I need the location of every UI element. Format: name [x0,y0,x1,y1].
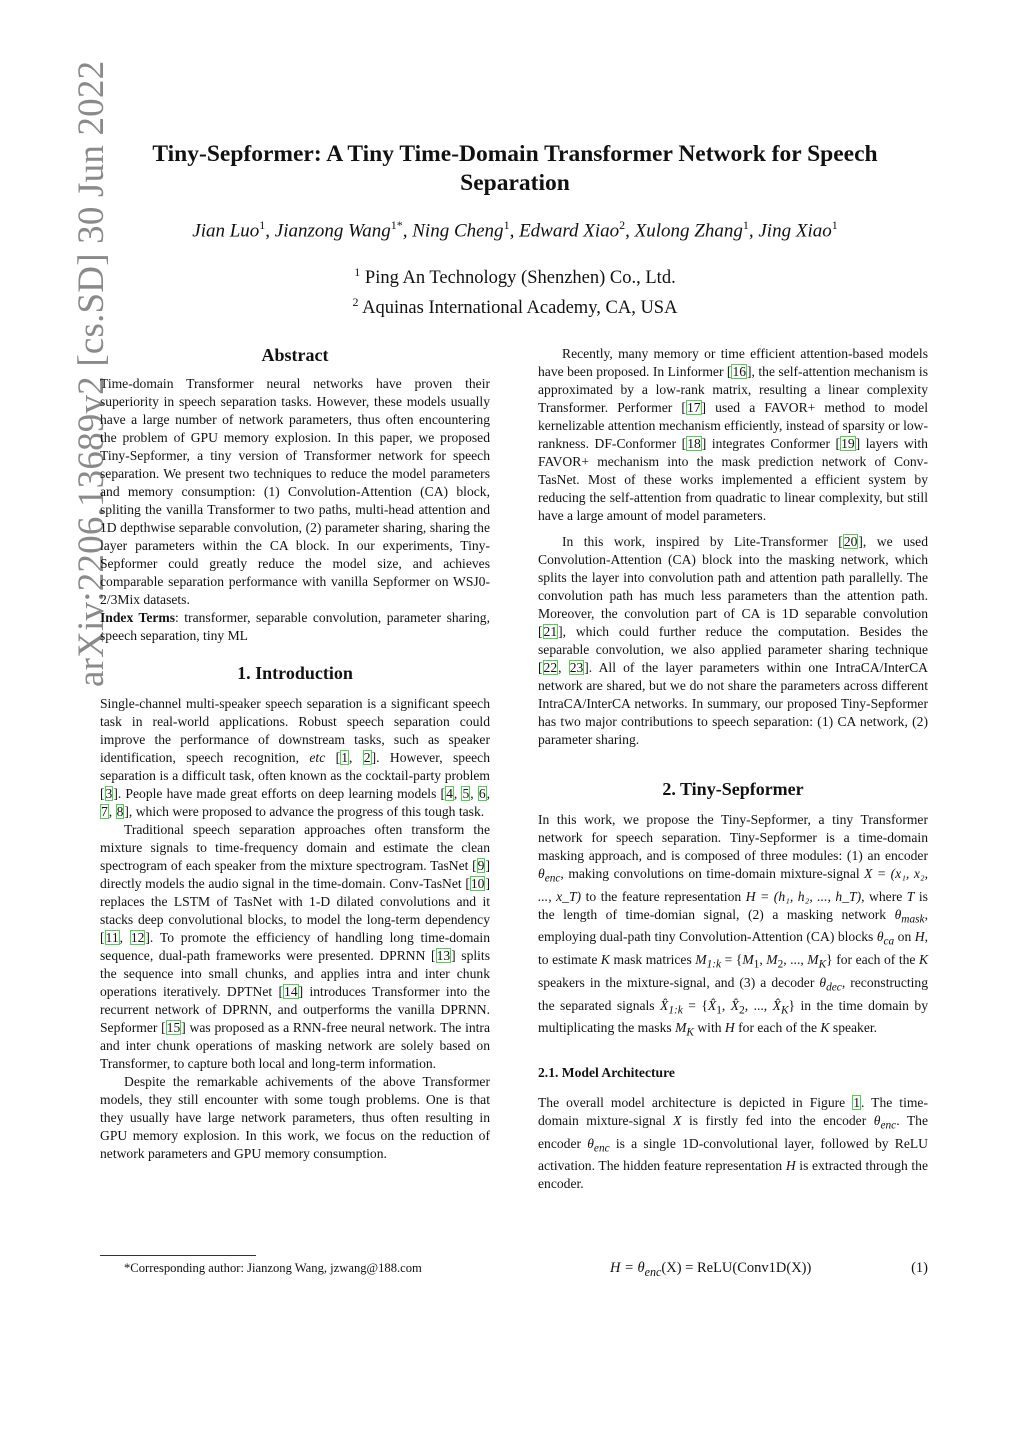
citation-link[interactable]: 12 [130,930,145,945]
author: Edward Xiao [519,220,620,242]
citation-link[interactable]: 15 [166,1020,181,1035]
equation-body: $H = \theta_{enc}(X)$ = ReLU(Conv1D(X)) [610,1260,812,1279]
citation-link[interactable]: 7 [101,804,108,819]
affiliation: $^1$ Ping An Technology (Shenzhen) Co., Ltd. [354,265,676,289]
author: Jing Xiao [758,220,832,242]
citation-link[interactable]: 21 [543,624,558,639]
citation-link[interactable]: 23 [569,660,584,675]
paper-title: Tiny-Sepformer: A Tiny Time-Domain Transformer Network for Speech Separation [152,141,878,196]
author-list: Jian Luo$^1$, Jianzong Wang$^{1*}$, Ning Cheng$^1$, Edward Xiao$^2$, Xulong Zhang$^1$, Jing Xiao$^1$ [192,218,838,242]
index-terms: Index Terms: transformer, separable convolution, parameter sharing, speech separation, tiny ML [100,610,490,643]
equation-number: (1) [911,1260,928,1276]
citation-link[interactable]: 14 [284,984,298,999]
citation-link[interactable]: 5 [462,786,470,801]
citation-link[interactable]: 20 [843,534,858,549]
citation-link[interactable]: 17 [686,400,701,415]
footnote-rule [100,1255,256,1256]
right-paragraph-1: Recently, many memory or time efficient attention-based models have been proposed. In Linformer [16], the self-attention mechanism is approximated by a low-rank matrix, resulting a linear complexity Transformer. Performer [17] used a FAVOR+ method to model kernelizable attention mechanism efficiently, instead of sparsity or low-rankness. DF-Conformer [18] integrates Conformer [19] layers with FAVOR+ mechanism into the mask prediction network of Conv-TasNet. Most of these works implemented a efficient system by reducing the self-attention from quadratic to linear complexity, but still have a large amount of model parameters. [538,346,928,523]
author: Jianzong Wang [274,220,391,242]
section-heading-tiny-sepformer: 2. Tiny-Sepformer [662,779,804,799]
figure-link[interactable]: 1 [853,1095,860,1111]
subsection-heading-model-architecture: 2.1. Model Architecture [538,1065,675,1081]
citation-link[interactable]: 9 [477,858,485,873]
left-column [100,345,490,1163]
citation-link[interactable]: 6 [478,786,486,801]
citation-link[interactable]: 18 [687,436,701,451]
right-paragraph-2: In this work, inspired by Lite-Transformer [20], we used Convolution-Attention (CA) block into the masking network, which splits the layer into convolution path and attention path parallelly. The convolution path has much less parameters than the attention path. Moreover, the convolution part of CA is 1D separable convolution [21], which could further reduce the computation. Besides the separable convolution, we also applied parameter sharing technique [22, 23]. All of the layer parameters within one IntraCA/InterCA network are shared, but we do not share the parameters across different IntraCA/InterCA networks. In summary, our proposed Tiny-Sepformer has two major contributions to speech separation: (1) CA network, (2) parameter sharing. [538,534,929,747]
author: Xulong Zhang [634,220,743,242]
citation-link[interactable]: 11 [105,930,119,945]
intro-paragraph-2: Traditional speech separation approaches often transform the mixture signals to time-frequency domain and estimate the clean spectrogram of each speaker from the mixture spectrogram. TasNet [9] directly models the audio signal in the time-domain. Conv-TasNet [10] replaces the LSTM of TasNet with 1-D dilated convolutions and it stacks deep convolutional blocks, to model the long-term dependency [11, 12]. To promote the efficiency of handling long time-domain sequence, dual-path frameworks were presented. DPRNN [13] splits the sequence into small chunks, and applies intra and inter chunk operations iteratively. DPTNet [14] introduces Transformer into the recurrent network of DPRNN, and outperforms the vanilla DPRNN. Sepformer [15] was proposed as a RNN-free neural network. The intra and inter chunk operations of masking network are solely based on Transformer, to capture both local and long-term information. [100,822,491,1071]
arxiv-identifier: arXiv:2206.13689v2 [cs.SD] 30 Jun 2022 [71,60,112,687]
citation-link[interactable]: 4 [446,786,453,801]
citation-link[interactable]: 8 [116,804,124,819]
author: Ning Cheng [412,220,504,242]
affiliations [100,260,930,320]
citation-link[interactable]: 13 [436,948,451,963]
citation-link[interactable]: 19 [841,436,855,451]
citation-link[interactable]: 22 [543,660,558,675]
subsection-paragraph: The overall model architecture is depicted in Figure 1. The time-domain mixture-signal X is firstly fed into the encoder $\theta_{enc}$. The encoder $\theta_{enc}$ is a single 1D-convolutional layer, followed by ReLU activation. The hidden feature representation H is extracted through the encoder. [538,1095,928,1192]
citation-link[interactable]: 1 [341,750,348,765]
section2-paragraph: In this work, we propose the Tiny-Sepformer, a tiny Transformer network for speech separation. Tiny-Sepformer is a time-domain masking approach, and is composed of three modules: (1) an encoder $\theta_{enc}$, making convolutions on time-domain mixture-signal X = (x₁, x₂, ..., x_T) to the feature representation H = (h₁, h₂, ..., h_T), where T is the length of time-domian signal, (2) a masking network $\theta_{mask}$, employing dual-path tiny Convolution-Attention (CA) blocks $\theta_{ca}$ on H, to estimate K mask matrices $M_{1:k} = \{M_1$, $M_2$, ..., $M_K$} for each of the K speakers in the mixture-signal, and (3) a decoder $\theta_{dec}$, reconstructing the separated signals $X̂_{1:k}$ = {$X̂_1$, $X̂_2$, ..., $X̂_K$} in the time domain by multiplicating the masks $M_K$ with H for each of the K speaker. [538,812,929,1040]
citation-link[interactable]: 16 [732,364,747,379]
citation-link[interactable]: 2 [363,750,371,765]
right-column [538,345,928,1193]
citation-link[interactable]: 10 [470,876,485,891]
abstract-heading: Abstract [261,345,329,365]
section-heading-introduction: 1. Introduction [237,663,353,683]
abstract-text: Time-domain Transformer neural networks have proven their superiority in speech separation tasks. However, these models usually have a large number of network parameters, thus often encountering the problem of GPU memory explosion. In this paper, we proposed Tiny-Sepformer, a tiny version of Transformer network for speech separation. We present two techniques to reduce the model parameters and memory consumption: (1) Convolution-Attention (CA) block, spliting the vanilla Transformer to two paths, multi-head attention and 1D depthwise separable convolution, (2) parameter sharing, sharing the layer parameters within the CA block. In our experiments, Tiny-Sepformer could greatly reduce the model size, and achieves comparable separation performance with vanilla Sepformer on WSJ0-2/3Mix datasets. [100,376,490,607]
intro-paragraph-1: Single-channel multi-speaker speech separation is a significant speech task in real-world applications. Robust speech separation could improve the performance of downstream tasks, such as speaker identification, speech recognition, etc [1, 2]. However, speech separation is a difficult task, often known as the cocktail-party problem [3]. People have made great efforts on deep learning models [4, 5, 6, 7, 8], which were proposed to advance the progress of this tough task. [100,696,491,819]
affiliation: $^2$ Aquinas International Academy, CA, USA [352,295,678,319]
author: Jian Luo [192,220,260,242]
citation-link[interactable]: 3 [105,786,113,801]
intro-paragraph-3: Despite the remarkable achivements of the above Transformer models, they still encounter with some tough problems. One is that they usually have large network parameters, thus often resulting in GPU memory explosion. In this work, we focus on the reduction of network parameters and GPU memory consumption. [100,1074,490,1161]
footnote: *Corresponding author: Jianzong Wang, jzwang@188.com [124,1261,422,1275]
